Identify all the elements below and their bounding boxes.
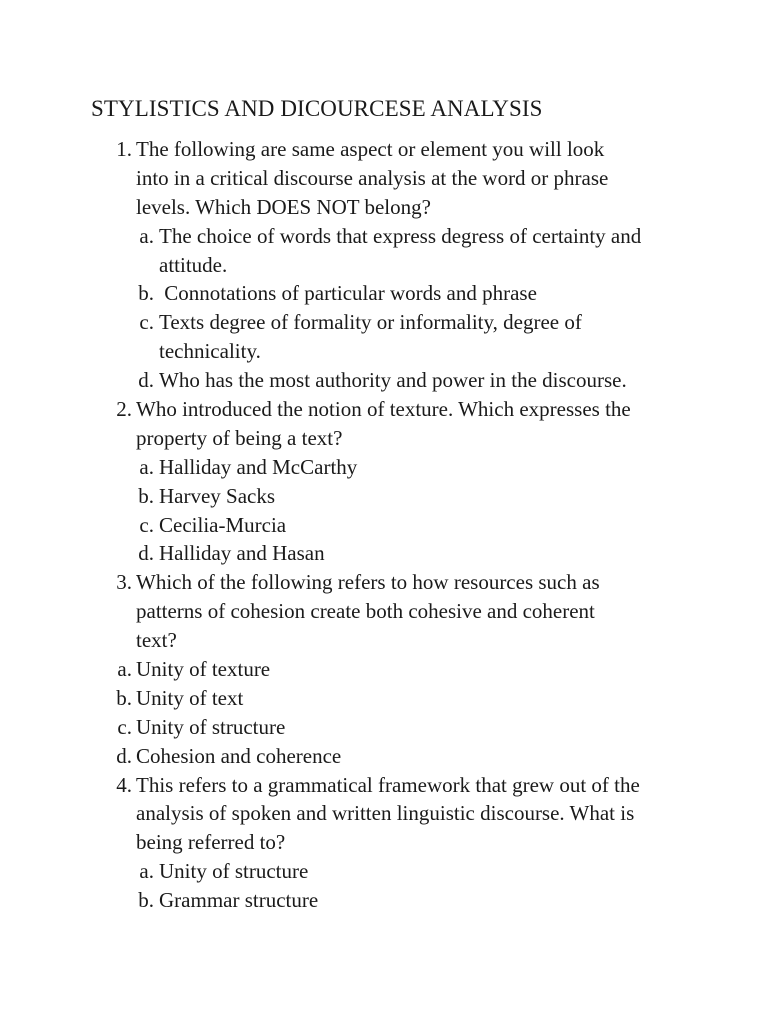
option-text: Cohesion and coherence: [136, 743, 342, 768]
answer-option: [0, 886, 768, 915]
option-letter: a.: [117, 657, 132, 682]
option-text: Unity of texture: [136, 657, 271, 682]
answer-option: [0, 366, 768, 395]
option-letter: b.: [138, 888, 154, 913]
question-text: The following are same aspect or element you will look: [136, 137, 605, 161]
question-number: 2.: [116, 397, 132, 422]
question-text: into in a critical discourse analysis at the word or phrase: [136, 165, 609, 190]
question-number: 1.: [116, 137, 132, 161]
option-text: The choice of words that express degress of certainty and: [159, 223, 642, 248]
option-text: Texts degree of formality or informality, degree of: [159, 310, 582, 335]
option-letter: c.: [139, 512, 154, 537]
answer-option: [0, 539, 768, 568]
option-letter: b.: [138, 281, 154, 306]
option-letter: d.: [138, 368, 154, 393]
option-text: Harvey Sacks: [159, 483, 276, 508]
answer-option: [0, 684, 768, 713]
question-text: This refers to a grammatical framework that grew out of the: [136, 772, 640, 797]
question-text: levels. Which DOES NOT belong?: [136, 194, 431, 219]
option-text: Unity of structure: [159, 859, 309, 884]
answer-option: [0, 655, 768, 684]
question-text-continued: [0, 799, 768, 828]
option-text: Who has the most authority and power in the discourse.: [159, 368, 627, 393]
option-letter: a.: [139, 859, 154, 884]
answer-option: [0, 453, 768, 482]
option-letter: a.: [139, 223, 154, 248]
question-text: property of being a text?: [136, 425, 343, 450]
answer-option: [0, 713, 768, 742]
option-letter: a.: [139, 454, 154, 479]
option-letter: c.: [117, 714, 132, 739]
question-item: [0, 135, 768, 164]
page-title: STYLISTICS AND DICOURCESE ANALYSIS: [91, 96, 543, 121]
answer-option: [0, 482, 768, 511]
question-text-continued: [0, 193, 768, 222]
answer-option: [0, 308, 768, 337]
option-letter: c.: [139, 310, 154, 335]
question-item: [0, 395, 768, 424]
question-text: Who introduced the notion of texture. Which expresses the: [136, 397, 631, 422]
question-text-continued: [0, 828, 768, 857]
option-text: technicality.: [159, 339, 261, 364]
question-text: text?: [136, 628, 177, 653]
question-text-continued: [0, 424, 768, 453]
option-text: Grammar structure: [159, 888, 319, 913]
answer-option: [0, 511, 768, 540]
question-number: 4.: [116, 772, 132, 797]
option-text: attitude.: [159, 252, 228, 277]
answer-option: [0, 742, 768, 771]
option-text: Connotations of particular words and phrase: [159, 281, 537, 306]
option-letter: d.: [116, 743, 132, 768]
question-text: analysis of spoken and written linguistic discourse. What is: [136, 801, 635, 826]
option-letter: b.: [116, 685, 132, 710]
option-text-continued: [0, 251, 768, 280]
question-text: Which of the following refers to how resources such as: [136, 570, 600, 595]
option-letter: d.: [138, 541, 154, 566]
question-list: [0, 135, 768, 915]
option-text-continued: [0, 337, 768, 366]
option-text: Unity of structure: [136, 714, 286, 739]
option-text: Halliday and Hasan: [159, 541, 325, 566]
question-text: patterns of cohesion create both cohesive and coherent: [136, 599, 595, 624]
option-text: Unity of text: [136, 685, 244, 710]
question-text: being referred to?: [136, 830, 286, 855]
option-text: Cecilia-Murcia: [159, 512, 287, 537]
question-text-continued: [0, 597, 768, 626]
question-text-continued: [0, 626, 768, 655]
question-item: [0, 771, 768, 800]
question-text-continued: [0, 164, 768, 193]
option-letter: b.: [138, 483, 154, 508]
answer-option: [0, 222, 768, 251]
answer-option: [0, 279, 768, 308]
answer-option: [0, 857, 768, 886]
question-item: [0, 568, 768, 597]
question-number: 3.: [116, 570, 132, 595]
option-text: Halliday and McCarthy: [159, 454, 358, 479]
